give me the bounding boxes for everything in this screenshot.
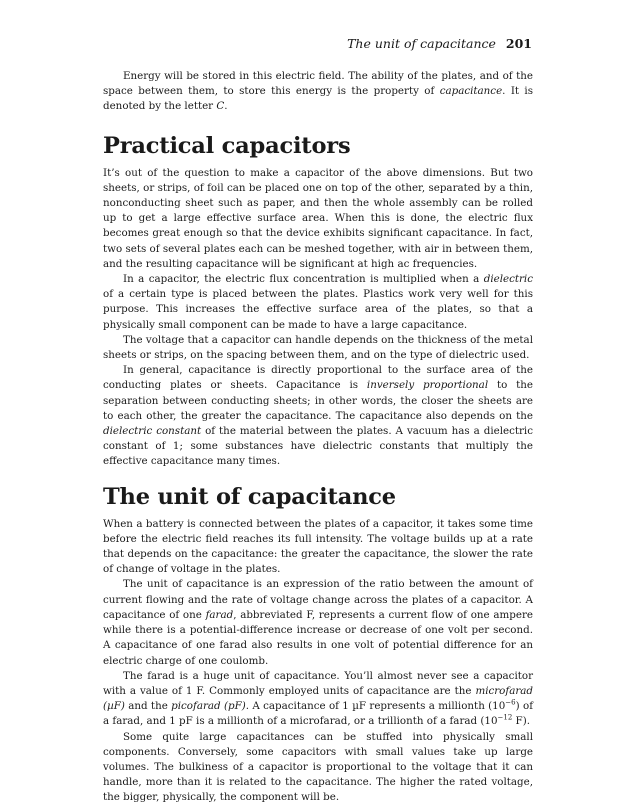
running-title: The unit of capacitance [347, 36, 496, 51]
running-header [347, 36, 532, 51]
paragraph [103, 577, 533, 668]
section-heading-practical-capacitors: Practical capacitors [103, 132, 351, 159]
emphasis: farad [205, 608, 234, 621]
emphasis: inversely proportional [366, 379, 489, 392]
emphasis: picofarad (pF) [171, 700, 246, 713]
page-number: 201 [505, 36, 532, 51]
paragraph: It’s out of the question to make a capacitor of the above dimensions. But two sheets, or strips, of foil can be placed one on top of the other, separated by a thin, nonconducting sheet such as paper, and then the whole assembly can be rolled up to get a large effective surface area. When this is done, the electric flux becomes great enough so that the device exhibits significant capacitance. In fact, two sets of several plates each can be meshed together, with air in between them, and the resulting capacitance will be significant at high ac frequencies. [103, 166, 533, 270]
text-run: . [224, 100, 228, 113]
emphasis: capacitance [439, 85, 503, 98]
superscript: −12 [497, 713, 513, 722]
emphasis: dielectric constant [103, 425, 202, 438]
emphasis: dielectric [483, 273, 533, 286]
paragraph: The voltage that a capacitor can handle depends on the thickness of the metal sheets or strips, on the spacing between them, and on the type of dielectric used. [103, 333, 533, 362]
paragraph: Some quite large capacitances can be stuffed into physically small components. Conversely, some capacitors with small values take up large volumes. The bulkiness of a capacitor is proportional to the voltage that it can handle, more than it is related to the capacitance. The higher the rated voltage, the bigger, physically, the component will be. [103, 730, 533, 804]
paragraph [103, 272, 533, 333]
text-run: . It is denoted by the letter [103, 85, 534, 113]
intro-paragraph [103, 69, 533, 115]
page-body [103, 69, 533, 806]
emphasis: C [216, 100, 225, 113]
text-run: ) of a farad, and 1 pF is a millionth of a microfarad, or a trillionth of a farad (10 [103, 700, 534, 728]
text-run: In a capacitor, the electric flux concentration is multiplied when a [123, 273, 484, 286]
paragraph: When a battery is connected between the plates of a capacitor, it takes some time before the electric field reaches its full intensity. The voltage builds up at a rate that depends on the capacitance: the greater the capacitance, the slower the rate of change of voltage in the plates. [103, 517, 533, 576]
text-run: The farad is a huge unit of capacitance. You’ll almost never see a capacitor with a value of 1 F. Commonly employed units of capacitance are the [103, 669, 533, 697]
text-run: to the separation between conducting sheets; in other words, the closer the sheets are to each other, the greater the capacitance. The capacitance also depends on the [103, 379, 534, 422]
emphasis: microfarad (µF) [103, 684, 533, 713]
text-run: In general, capacitance is directly proportional to the surface area of the conducting plates or sheets. Capacitance is [103, 364, 533, 392]
superscript: −6 [505, 698, 516, 707]
text-run: and the [124, 700, 172, 713]
text-run: , abbreviated F, represents a current flow of one ampere while there is a potential-difference increase or decrease of one volt per second. A capacitance of one farad also results in one volt of potential difference for an electric charge of one coulomb. [103, 608, 533, 667]
text-run: F). [512, 715, 530, 728]
text-run: of a certain type is placed between the plates. Plastics work very well for this purpose. This increases the effective surface area of the plates, so that a physically small component can be made to have a large capacitance. [103, 288, 533, 331]
paragraph [103, 669, 533, 730]
text-run: of the material between the plates. A vacuum has a dielectric constant of 1; some substances have dielectric constants that multiply the effective capacitance many times. [103, 425, 533, 468]
paragraph [103, 363, 533, 469]
text-run: Energy will be stored in this electric field. The ability of the plates, and of the space between them, to store this energy is the property of [103, 70, 533, 98]
section-heading-unit-of-capacitance: The unit of capacitance [103, 483, 396, 510]
text-run: The unit of capacitance is an expression of the ratio between the amount of current flowing and the rate of voltage change across the plates of a capacitor. A capacitance of one [103, 578, 533, 621]
text-run: . A capacitance of 1 µF represents a millionth (10 [245, 700, 506, 713]
